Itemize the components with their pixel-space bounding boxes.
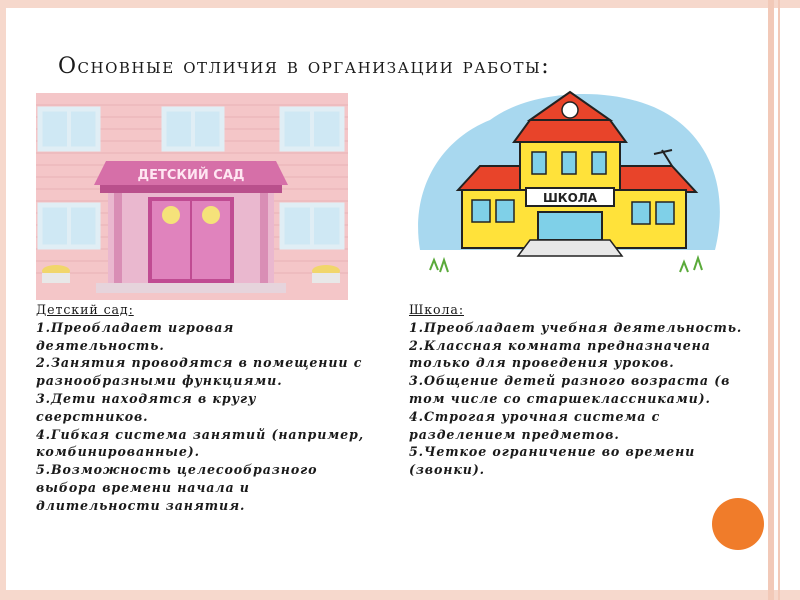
kindergarten-item-1: 1.Преобладает игровая деятельность. <box>36 319 235 353</box>
kindergarten-entrance <box>94 161 288 293</box>
school-illustration <box>410 80 730 300</box>
slide-frame-left <box>0 0 6 600</box>
kindergarten-illustration <box>36 93 348 300</box>
slide-title: Основные отличия в организации работы: <box>58 54 551 79</box>
kindergarten-item-2: 2.Занятия проводятся в помещении с разнообразными функциями. <box>36 355 363 389</box>
slide-frame-top <box>0 0 800 8</box>
orange-decor-circle <box>712 498 764 550</box>
kindergarten-item-4: 4.Гибкая система занятий (например, комбинированные). <box>36 426 365 460</box>
kindergarten-text <box>36 301 366 515</box>
kindergarten-heading: Детский сад: <box>36 302 134 317</box>
slide-decor-bar-thin <box>778 0 780 600</box>
kindergarten-item-3: 3.Дети находятся в кругу сверстников. <box>36 390 257 424</box>
school-item-5: 5.Четкое ограничение во времени (звонки). <box>409 444 696 478</box>
kindergarten-sign: ДЕТСКИЙ САД <box>137 168 245 183</box>
school-heading: Школа: <box>409 302 464 317</box>
slide-frame-bottom <box>0 590 800 600</box>
school-item-3: 3.Общение детей разного возраста (в том числе со старшеклассниками). <box>409 373 731 406</box>
school-sign: ШКОЛА <box>542 191 598 205</box>
slide-decor-bar <box>768 0 774 600</box>
school-item-2: 2.Классная комната предназначена только для проведения уроков. <box>409 337 711 371</box>
school-text <box>409 301 764 479</box>
school-item-4: 4.Строгая урочная система с разделением предметов. <box>409 408 661 442</box>
kindergarten-item-5: 5.Возможность целесообразного выбора времени начала и длительности занятия. <box>36 462 318 513</box>
school-item-1: 1.Преобладает учебная деятельность. <box>409 319 743 335</box>
